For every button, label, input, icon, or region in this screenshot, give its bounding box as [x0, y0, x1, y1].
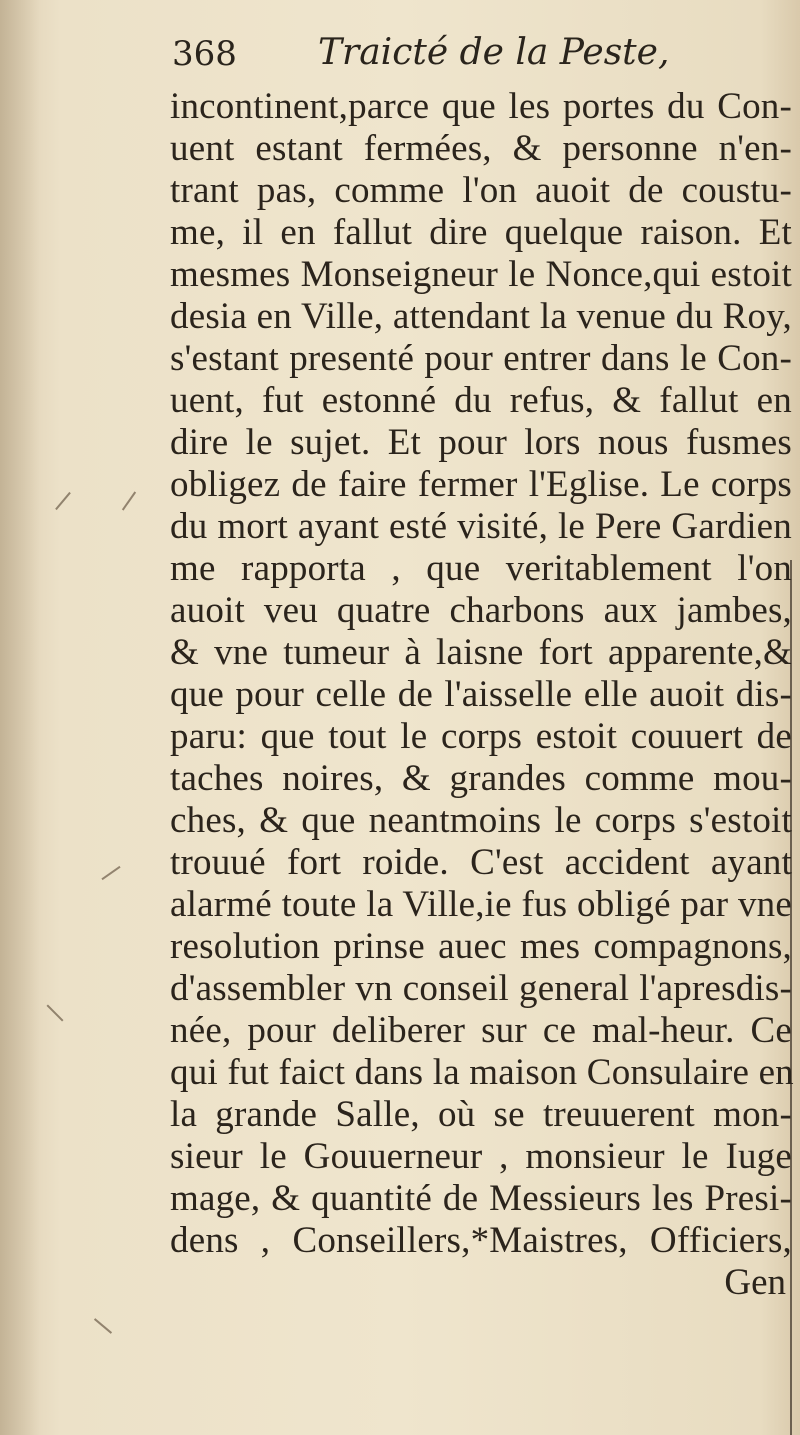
margin-mark	[122, 491, 136, 510]
margin-mark	[47, 1005, 64, 1022]
text-line: du mort ayant esté visité, le Pere Gardien	[170, 506, 792, 547]
text-line: que pour celle de l'aisselle elle auoit dis-	[170, 674, 792, 715]
text-line: uent, fut estonné du refus, & fallut en	[170, 380, 792, 421]
text-line: desia en Ville, attendant la venue du Roy,	[170, 296, 792, 337]
text-line: trant pas, comme l'on auoit de coustu-	[170, 170, 792, 211]
text-line: dens , Conseillers,*Maistres, Officiers,	[170, 1220, 792, 1261]
text-line: qui fut faict dans la maison Consulaire en	[170, 1052, 794, 1093]
text-line: trouué fort roide. C'est accident ayant	[170, 842, 792, 883]
text-line: auoit veu quatre charbons aux jambes,	[170, 590, 792, 631]
text-line: sieur le Gouuerneur , monsieur le Iuge	[170, 1136, 792, 1177]
text-line: alarmé toute la Ville,ie fus obligé par vne	[170, 884, 792, 925]
text-line: mage, & quantité de Messieurs les Presi-	[170, 1178, 792, 1219]
text-line: ches, & que neantmoins le corps s'estoit	[170, 800, 792, 841]
body-text	[170, 86, 792, 1304]
text-line: d'assembler vn conseil general l'apresdis-	[170, 968, 792, 1009]
text-line: resolution prinse auec mes compagnons,	[170, 926, 792, 967]
text-line: me, il en fallut dire quelque raison. Et	[170, 212, 792, 253]
text-line: obligez de faire fermer l'Eglise. Le corps	[170, 464, 792, 505]
gutter-shadow	[0, 0, 40, 1435]
margin-mark	[55, 492, 71, 510]
text-line: la grande Salle, où se treuuerent mon-	[170, 1094, 792, 1135]
text-line: mesmes Monseigneur le Nonce,qui estoit	[170, 254, 792, 295]
running-title: Traicté de la Peste,	[318, 32, 670, 73]
text-line: incontinent,parce que les portes du Con-	[170, 86, 792, 127]
text-line: née, pour deliberer sur ce mal-heur. Ce	[170, 1010, 792, 1051]
page-header	[172, 28, 772, 84]
text-line: uent estant fermées, & personne n'en-	[170, 128, 792, 169]
text-line: paru: que tout le corps estoit couuert de	[170, 716, 792, 757]
text-line: & vne tumeur à laisne fort apparente,&	[170, 632, 792, 673]
margin-mark	[101, 866, 120, 880]
page-number: 368	[172, 34, 237, 74]
text-line: taches noires, & grandes comme mou-	[170, 758, 792, 799]
text-line: dire le sujet. Et pour lors nous fusmes	[170, 422, 792, 463]
catchword: Gen	[724, 1262, 786, 1303]
text-line: me rapporta , que veritablement l'on	[170, 548, 792, 589]
margin-mark	[94, 1318, 112, 1334]
text-line: s'estant presenté pour entrer dans le Con-	[170, 338, 792, 379]
